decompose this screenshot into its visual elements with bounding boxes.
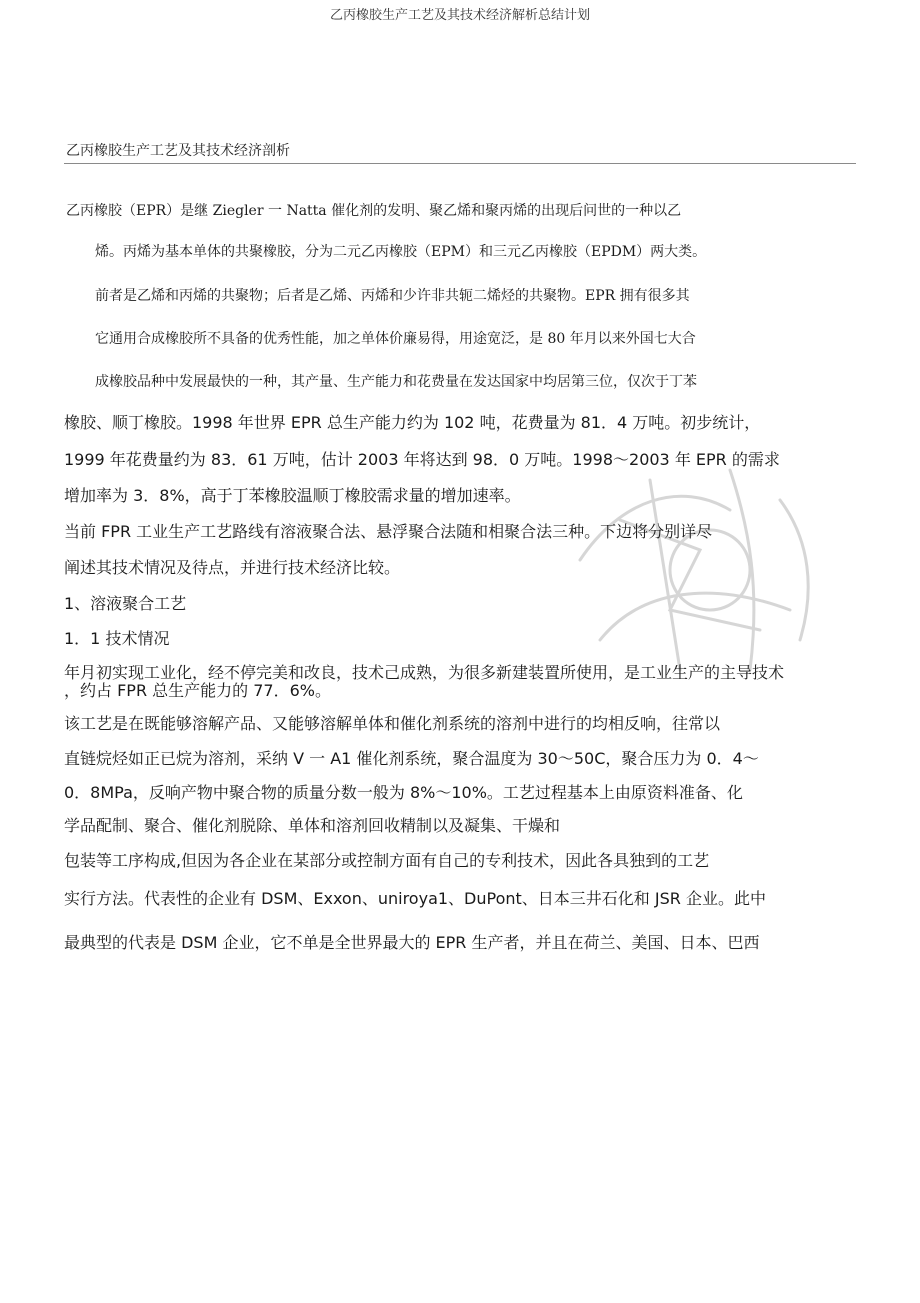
body-line: 包装等工序构成,但因为各企业在某部分或控制方面有自己的专利技术，因此各具独到的工艺 xyxy=(64,851,710,870)
document-title: 乙丙橡胶生产工艺及其技术经济剖析 xyxy=(66,143,290,159)
section-heading: 1、溶液聚合工艺 xyxy=(64,594,187,613)
body-line: 该工艺是在既能够溶解产品、又能够溶解单体和催化剂系统的溶剂中进行的均相反响，往常以 xyxy=(64,714,721,733)
title-divider xyxy=(64,163,856,164)
body-line: 当前 FPR 工业生产工艺路线有溶液聚合法、悬浮聚合法随和相聚合法三种。下边将分别详尽 xyxy=(64,522,713,541)
body-line: 年月初实现工业化，经不停完美和改良，技术己成熟，为很多新建装置所使用，是工业生产的主导技术 xyxy=(64,663,785,682)
body-line: 它通用合成橡胶所不具备的优秀性能，加之单体价廉易得，用途宽泛，是 80 年月以来外国七大合 xyxy=(95,331,696,347)
body-line: 学品配制、聚合、催化剂脱除、单体和溶剂回收精制以及凝集、干燥和 xyxy=(64,816,561,835)
running-header: 乙丙橡胶生产工艺及其技术经济解析总结计划 xyxy=(329,8,590,23)
body-line: 实行方法。代表性的企业有 DSM、Exxon、uniroya1、DuPont、日本三井石化和 JSR 企业。此中 xyxy=(64,889,766,908)
body-line: 0．8MPa，反响产物中聚合物的质量分数一般为 8%～10%。工艺过程基本上由原资料准备、化 xyxy=(64,783,743,802)
body-line: 直链烷烃如正已烷为溶剂，采纳 V 一 A1 催化剂系统，聚合温度为 30～50C，聚合压力为 0．4～ xyxy=(64,749,759,768)
body-line: 增加率为 3．8%，高于丁苯橡胶温顺丁橡胶需求量的增加速率。 xyxy=(64,486,521,505)
watermark-stamp xyxy=(560,440,840,700)
body-line: 阐述其技术情况及待点，并进行技术经济比较。 xyxy=(64,558,401,577)
body-line: 橡胶、顺丁橡胶。1998 年世界 EPR 总生产能力约为 102 吨，花费量为 81．4 万吨。初步统计， xyxy=(64,413,761,432)
body-line: ，约占 FPR 总生产能力的 77．6%。 xyxy=(64,681,331,700)
subsection-heading: 1．1 技术情况 xyxy=(64,629,170,648)
body-line: 烯。丙烯为基本单体的共聚橡胶，分为二元乙丙橡胶（EPM）和三元乙丙橡胶（EPDM）两大类。 xyxy=(95,244,707,260)
body-line: 成橡胶品种中发展最快的一种，其产量、生产能力和花费量在发达国家中均居第三位，仅次于丁苯 xyxy=(95,374,697,390)
body-line: 最典型的代表是 DSM 企业，它不单是全世界最大的 EPR 生产者，并且在荷兰、美国、日本、巴西 xyxy=(64,933,760,952)
body-line: 乙丙橡胶（EPR）是继 Ziegler 一 Natta 催化剂的发明、聚乙烯和聚丙烯的出现后问世的一种以乙 xyxy=(66,203,682,219)
body-line: 1999 年花费量约为 83．61 万吨，估计 2003 年将达到 98．0 万吨。1998～2003 年 EPR 的需求 xyxy=(64,450,780,469)
body-line: 前者是乙烯和丙烯的共聚物；后者是乙烯、丙烯和少许非共轭二烯烃的共聚物。EPR 拥有很多其 xyxy=(95,288,690,304)
